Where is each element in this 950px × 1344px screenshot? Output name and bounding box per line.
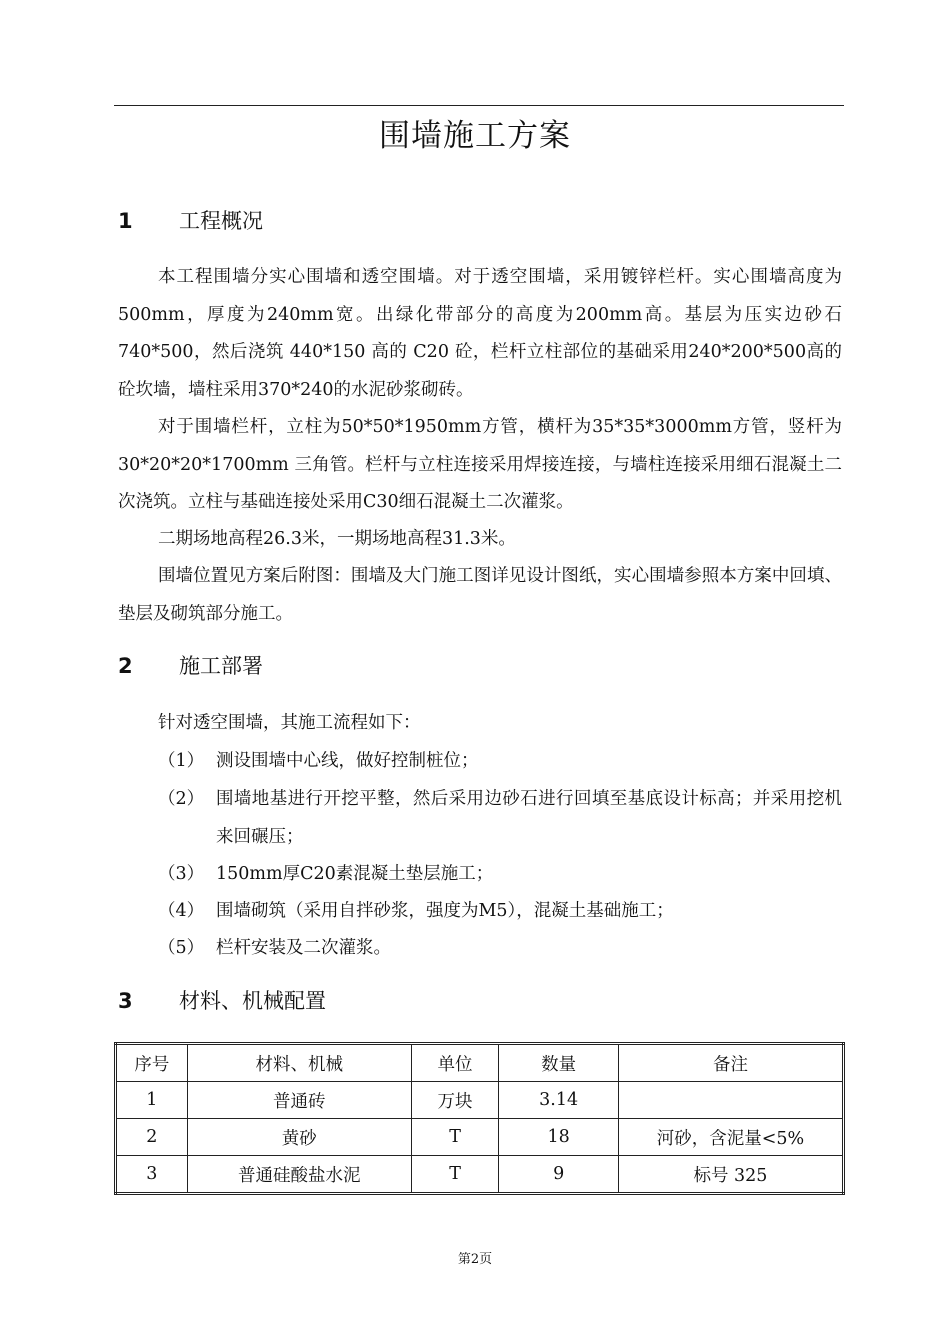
- list-item: [158, 781, 842, 856]
- section-number: 3: [118, 989, 133, 1013]
- table-cell: 2: [116, 1119, 188, 1156]
- section-number: 2: [118, 654, 133, 678]
- list-item-label: （5）: [158, 938, 205, 958]
- paragraph: 对于围墙栏杆，立柱为50*50*1950mm方管，横杆为35*35*3000mm方管，竖杆为 30*20*20*1700mm 三角管。栏杆与立柱连接采用焊接连接，与墙柱连接采用细石混凝土二次浇筑。立柱与基础连接处采用C30细石混凝土二次灌浆。: [118, 417, 842, 512]
- list-item: [158, 743, 842, 781]
- table-row: [116, 1082, 844, 1119]
- table-cell: 普通硅酸盐水泥: [187, 1156, 411, 1194]
- table-header-cell: 数量: [499, 1044, 619, 1082]
- list-item-label: （3）: [158, 864, 205, 884]
- section-title: 材料、机械配置: [179, 989, 326, 1013]
- table-header-row: [116, 1044, 844, 1082]
- list-item-label: （2）: [158, 789, 205, 809]
- table-cell: T: [411, 1119, 499, 1156]
- list-item: [158, 930, 842, 968]
- header-rule: [114, 105, 844, 106]
- list-item-text: 栏杆安装及二次灌浆。: [216, 938, 391, 958]
- list-item-text: 围墙地基进行开挖平整，然后采用边砂石进行回填至基底设计标高；并采用挖机来回碾压；: [216, 789, 842, 847]
- table-cell: 河砂，含泥量<5%: [618, 1119, 843, 1156]
- section-number: 1: [118, 209, 133, 233]
- list-item: [158, 856, 842, 894]
- table-cell: 18: [499, 1119, 619, 1156]
- section-3-heading: [118, 986, 326, 1016]
- paragraph: 二期场地高程26.3米，一期场地高程31.3米。: [158, 529, 516, 549]
- paragraph: 围墙位置见方案后附图：围墙及大门施工图详见设计图纸，实心围墙参照本方案中回填、垫层及砌筑部分施工。: [118, 566, 842, 624]
- table-header-cell: 单位: [411, 1044, 499, 1082]
- table-cell: [618, 1082, 843, 1119]
- table-header-cell: 材料、机械: [187, 1044, 411, 1082]
- section-2-heading: [118, 651, 263, 681]
- table-row: [116, 1119, 844, 1156]
- table-cell: 标号 325: [618, 1156, 843, 1194]
- page-number: 第2页: [457, 1252, 493, 1267]
- list-item-label: （4）: [158, 901, 205, 921]
- table-cell: 万块: [411, 1082, 499, 1119]
- table-cell: 3: [116, 1156, 188, 1194]
- table-header-cell: 序号: [116, 1044, 188, 1082]
- table-cell: 1: [116, 1082, 188, 1119]
- list-item: [158, 893, 842, 931]
- list-item-label: （1）: [158, 751, 205, 771]
- section-title: 施工部署: [179, 654, 263, 678]
- table-header-cell: 备注: [618, 1044, 843, 1082]
- section-title: 工程概况: [179, 209, 263, 233]
- list-item-text: 测设围墙中心线，做好控制桩位；: [216, 751, 479, 771]
- document-title: 围墙施工方案: [379, 118, 571, 154]
- list-item-text: 150mm厚C20素混凝土垫层施工；: [216, 864, 494, 884]
- steps-intro: 针对透空围墙，其施工流程如下：: [158, 713, 421, 733]
- materials-table: [114, 1042, 845, 1195]
- list-item-text: 围墙砌筑（采用自拌砂浆，强度为M5），混凝土基础施工；: [216, 901, 674, 921]
- table-cell: 普通砖: [187, 1082, 411, 1119]
- table-cell: 9: [499, 1156, 619, 1194]
- section-1-heading: [118, 206, 263, 236]
- table-cell: 3.14: [499, 1082, 619, 1119]
- table-cell: 黄砂: [187, 1119, 411, 1156]
- table-cell: T: [411, 1156, 499, 1194]
- paragraph: 本工程围墙分实心围墙和透空围墙。对于透空围墙，采用镀锌栏杆。实心围墙高度为500mm，厚度为240mm宽。出绿化带部分的高度为200mm高。基层为压实边砂石 740*500，然后浇筑 440*150 高的 C20 砼，栏杆立柱部位的基础采用240*200*500高的砼坎墙，墙柱采用370*240的水泥砂浆砌砖。: [118, 267, 842, 400]
- table-row: [116, 1156, 844, 1194]
